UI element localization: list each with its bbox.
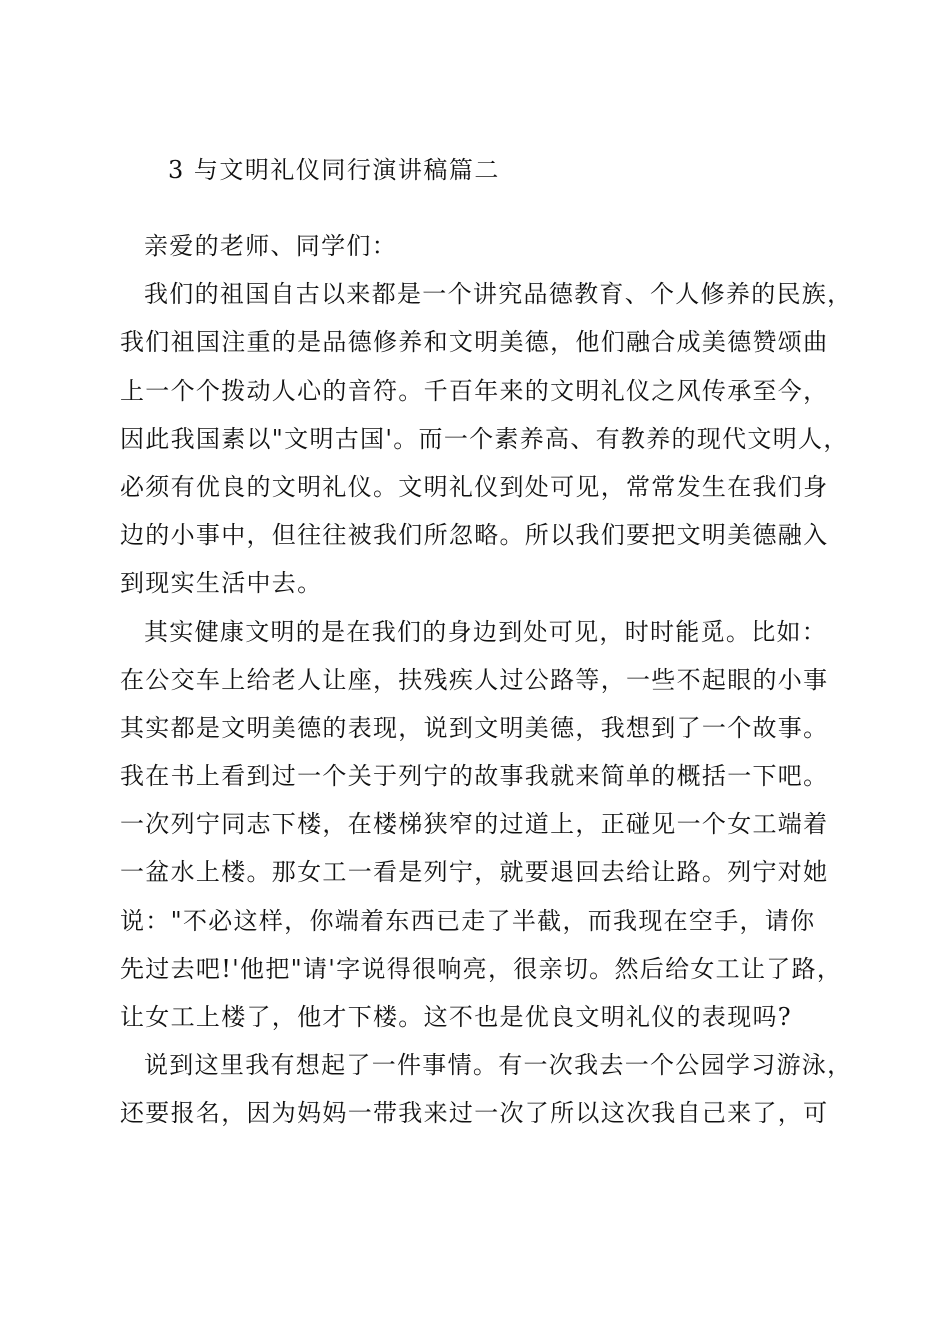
paragraph-2-line-9: 让女工上楼了，他才下楼。这不也是优良文明礼仪的表现吗? (120, 1003, 792, 1031)
paragraph-1-line-3: 上一个个拨动人心的音符。千百年来的文明礼仪之风传承至今， (120, 376, 829, 405)
paragraph-1-line-6: 边的小事中，但往往被我们所忽略。所以我们要把文明美德融入 (120, 521, 829, 550)
paragraph-2-line-2: 在公交车上给老人让座，扶残疾人过公路等，一些不起眼的小事 (120, 665, 829, 694)
paragraph-2-line-6: 一盆水上楼。那女工一看是列宁，就要退回去给让路。列宁对她 (120, 858, 829, 887)
paragraph-1-line-5: 必须有优良的文明礼仪。文明礼仪到处可见，常常发生在我们身 (120, 472, 829, 501)
document-title: 3 与文明礼仪同行演讲稿篇二 (168, 156, 500, 184)
document-body (120, 222, 853, 1138)
paragraph-1-line-2: 我们祖国注重的是品德修养和文明美德，他们融合成美德赞颂曲 (120, 328, 829, 357)
paragraph-2-line-8: 先过去吧!'他把"请'字说得很响亮，很亲切。然后给女工让了路， (120, 954, 843, 983)
paragraph-3-line-1: 说到这里我有想起了一件事情。有一次我去一个公园学习游泳， (144, 1051, 853, 1080)
paragraph-2-line-5: 一次列宁同志下楼，在楼梯狭窄的过道上，正碰见一个女工端着 (120, 810, 829, 839)
paragraph-1-line-7: 到现实生活中去。 (120, 569, 323, 598)
paragraph-2-line-1: 其实健康文明的是在我们的身边到处可见，时时能觅。比如： (144, 617, 828, 646)
paragraph-1-line-4: 因此我国素以"文明古国'。而一个素养高、有教养的现代文明人， (120, 424, 849, 453)
paragraph-2-line-3: 其实都是文明美德的表现，说到文明美德，我想到了一个故事。 (120, 713, 829, 742)
salutation-line: 亲爱的老师、同学们： (144, 232, 397, 260)
paragraph-2-line-7: 说："不必这样，你端着东西已走了半截，而我现在空手，请你 (120, 906, 816, 935)
paragraph-3-line-2: 还要报名，因为妈妈一带我来过一次了所以这次我自己来了，可 (120, 1099, 829, 1128)
paragraph-2-line-4: 我在书上看到过一个关于列宁的故事我就来简单的概括一下吧。 (120, 762, 829, 791)
paragraph-1-line-1: 我们的祖国自古以来都是一个讲究品德教育、个人修养的民族， (144, 280, 853, 309)
